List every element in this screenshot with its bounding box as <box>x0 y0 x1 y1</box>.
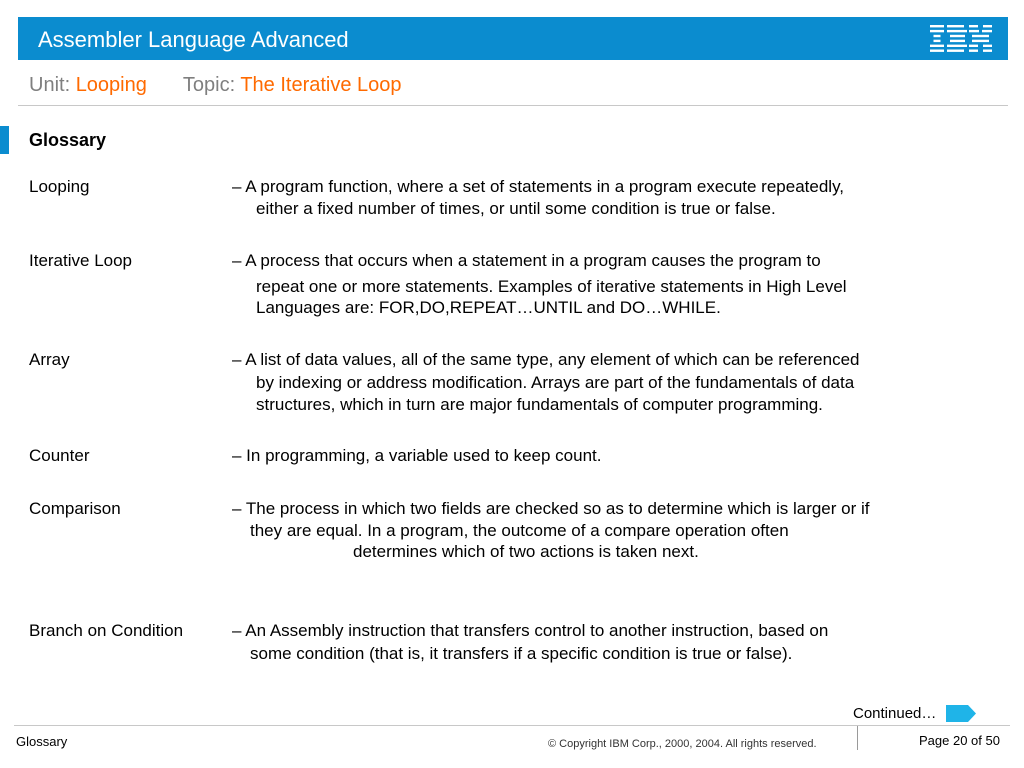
glossary-definition-line: Languages are: FOR,DO,REPEAT…UNTIL and DO…WHILE. <box>256 298 721 317</box>
glossary-definition-line: – An Assembly instruction that transfers control to another instruction, based on <box>232 621 829 640</box>
footer-section-name: Glossary <box>16 734 68 749</box>
topic-label: Topic: <box>182 74 236 96</box>
footer-separator <box>857 726 858 750</box>
glossary-definition-line: – In programming, a variable used to keep count. <box>232 446 602 465</box>
section-marker <box>0 126 9 154</box>
glossary-term: Counter <box>29 446 90 465</box>
glossary-term: Branch on Condition <box>29 621 184 640</box>
glossary-definition-line: – A process that occurs when a statement in a program causes the program to <box>232 251 821 270</box>
footer-divider <box>14 725 1010 726</box>
page-indicator: Page 20 of 50 <box>919 733 1000 748</box>
title-bar <box>18 17 1008 60</box>
glossary-definition-line: by indexing or address modification. Arrays are part of the fundamentals of data <box>256 373 855 392</box>
copyright-notice: © Copyright IBM Corp., 2000, 2004. All rights reserved. <box>548 738 817 750</box>
topic-value: The Iterative Loop <box>240 74 402 96</box>
unit-value: Looping <box>75 74 147 96</box>
continued-label: Continued… <box>853 705 937 722</box>
right-arrow-icon[interactable] <box>946 705 976 722</box>
glossary-definition-line: – The process in which two fields are checked so as to determine which is larger or if <box>232 499 870 518</box>
course-title: Assembler Language Advanced <box>38 27 349 52</box>
glossary-definition-line: – A program function, where a set of statements in a program execute repeatedly, <box>232 177 845 196</box>
glossary-definition-line: repeat one or more statements. Examples of iterative statements in High Level <box>256 277 847 296</box>
glossary-heading: Glossary <box>29 130 107 150</box>
header-divider <box>18 105 1008 106</box>
unit-topic-breadcrumb <box>29 73 402 97</box>
ibm-logo <box>928 25 994 52</box>
glossary-term: Iterative Loop <box>29 251 133 270</box>
glossary-definition-line: determines which of two actions is taken next. <box>353 542 699 561</box>
unit-label: Unit: <box>29 74 71 96</box>
glossary-term: Array <box>29 350 70 369</box>
glossary-definition-line: structures, which in turn are major fundamentals of computer programming. <box>256 395 823 414</box>
glossary-definition-line: some condition (that is, it transfers if a specific condition is true or false). <box>250 644 793 663</box>
glossary-term: Looping <box>29 177 90 196</box>
glossary-definition-line: they are equal. In a program, the outcome of a compare operation often <box>250 521 789 540</box>
glossary-definition-line: – A list of data values, all of the same type, any element of which can be referenced <box>232 350 860 369</box>
glossary-term: Comparison <box>29 499 121 518</box>
glossary-definition-line: either a fixed number of times, or until some condition is true or false. <box>256 199 776 218</box>
